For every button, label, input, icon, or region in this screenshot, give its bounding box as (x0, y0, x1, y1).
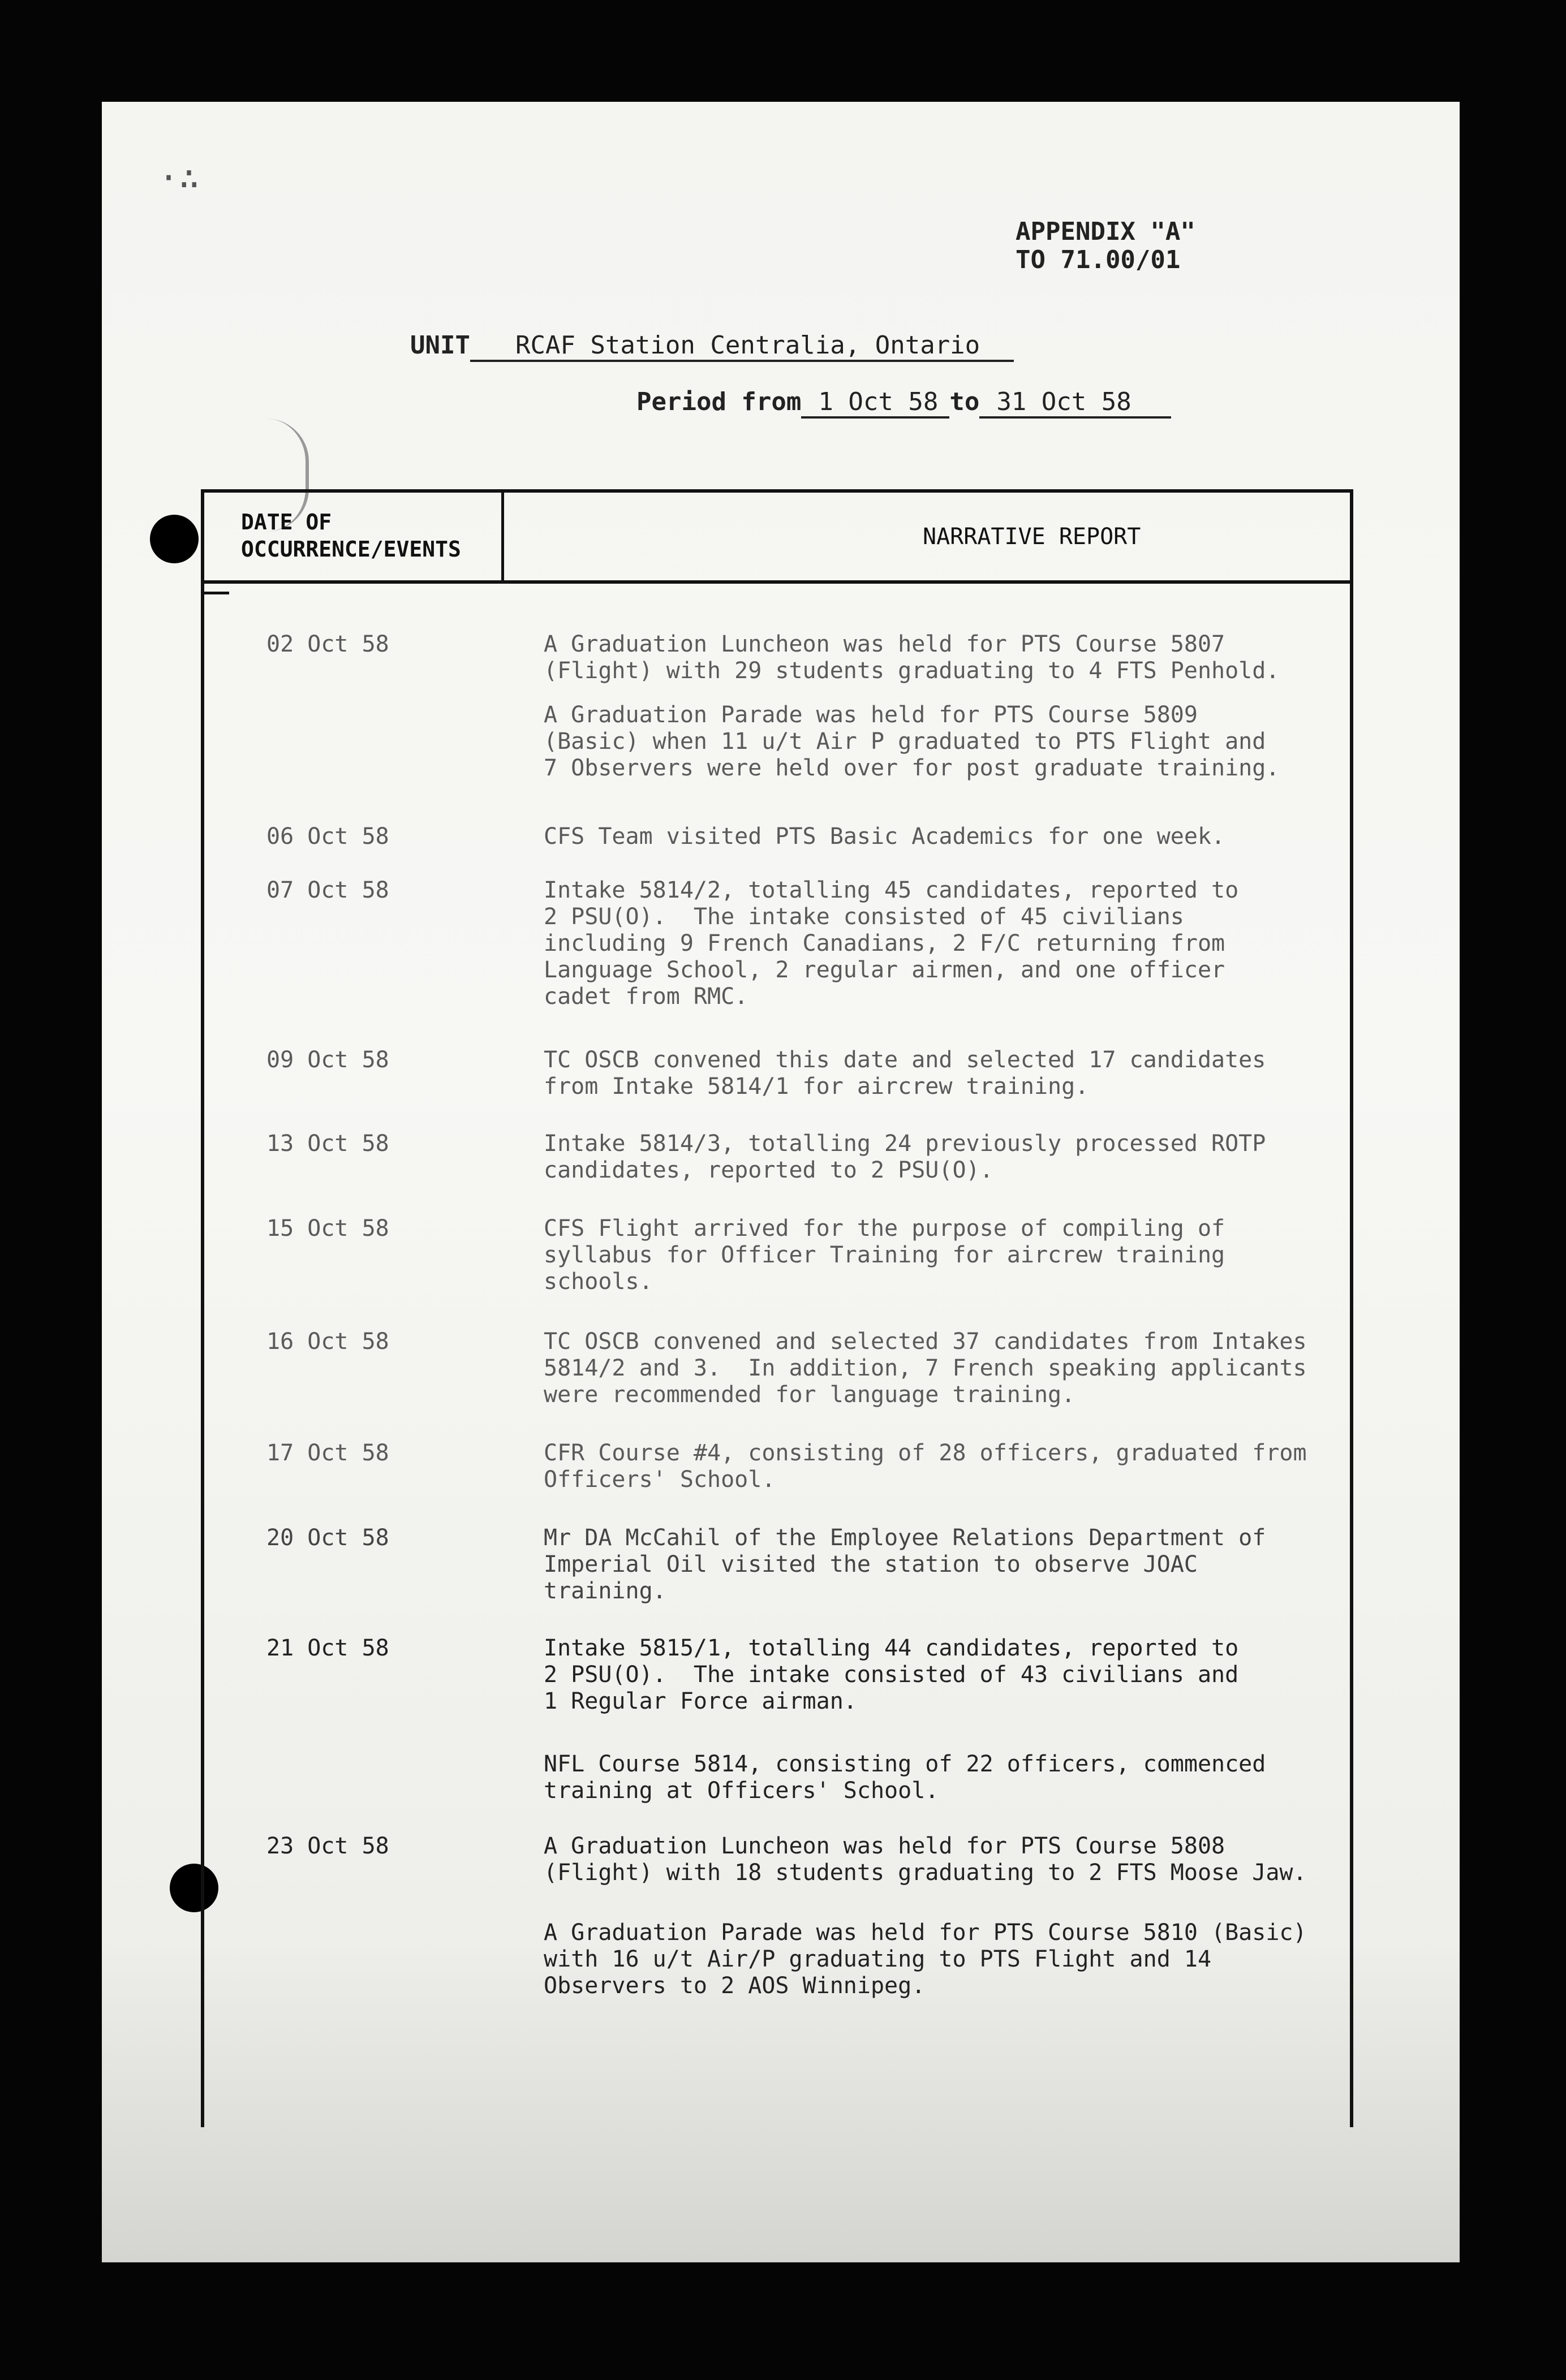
period-to-label: to (949, 387, 980, 416)
entry-text: Intake 5815/1, totalling 44 candidates, reported to 2 PSU(O). The intake consisted of 43 civilians and 1 Regular Force airman. (544, 1635, 1239, 1714)
entry-date: 21 Oct 58 (266, 1635, 389, 1661)
entry-date: 07 Oct 58 (266, 877, 389, 903)
appendix-reference (1016, 218, 1195, 274)
unit-line (410, 331, 1014, 362)
entry-date: 06 Oct 58 (266, 823, 389, 850)
entry-text: A Graduation Parade was held for PTS Course 5810 (Basic) with 16 u/t Air/P graduating to PTS Flight and 14 Observers to 2 AOS Winnipeg. (544, 1920, 1307, 1999)
entry-text: NFL Course 5814, consisting of 22 officers, commenced training at Officers' School. (544, 1751, 1266, 1804)
entry-date: 16 Oct 58 (266, 1329, 389, 1355)
entry-text: Intake 5814/3, totalling 24 previously processed ROTP candidates, reported to 2 PSU(O). (544, 1131, 1266, 1183)
date-column-header (241, 508, 461, 563)
entry-text: TC OSCB convened this date and selected 17 candidates from Intake 5814/1 for aircrew training. (544, 1047, 1266, 1100)
entry-date: 15 Oct 58 (266, 1215, 389, 1241)
entry-date: 17 Oct 58 (266, 1440, 389, 1466)
entry-date: 23 Oct 58 (266, 1833, 389, 1859)
entry-text: A Graduation Luncheon was held for PTS Course 5807 (Flight) with 29 students graduating to 4 FTS Penhold. (544, 631, 1280, 684)
period-from-label: Period from (636, 387, 802, 416)
entry-text: Intake 5814/2, totalling 45 candidates, reported to 2 PSU(O). The intake consisted of 45 civilians including 9 French Canadians, 2 F/C returning from Language School, 2 regular airmen, and one officer cadet from RMC. (544, 877, 1239, 1010)
narrative-table (201, 489, 1353, 2127)
header-divider (204, 580, 1350, 584)
column-divider (501, 493, 504, 583)
period-from-value: 1 Oct 58 (801, 387, 949, 419)
unit-value: RCAF Station Centralia, Ontario (470, 331, 1014, 362)
entry-text: TC OSCB convened and selected 37 candidates from Intakes 5814/2 and 3. In addition, 7 French speaking applicants were recommended for language training. (544, 1329, 1307, 1408)
date-header-line-2: OCCURRENCE/EVENTS (241, 537, 461, 562)
entry-date: 20 Oct 58 (266, 1525, 389, 1551)
appendix-line-1: APPENDIX "A" (1016, 217, 1195, 246)
row-tick (201, 592, 229, 594)
ink-smudge: ·∴ (158, 158, 200, 198)
narrative-column-header: NARRATIVE REPORT (923, 524, 1141, 550)
unit-label: UNIT (410, 331, 470, 360)
entry-date: 13 Oct 58 (266, 1131, 389, 1157)
entry-text: A Graduation Parade was held for PTS Course 5809 (Basic) when 11 u/t Air P graduated to PTS Flight and 7 Observers were held over for post graduate training. (544, 702, 1280, 781)
punch-hole-top (150, 515, 199, 563)
entry-date: 02 Oct 58 (266, 631, 389, 657)
period-to-value: 31 Oct 58 (979, 387, 1171, 419)
entry-text: CFS Flight arrived for the purpose of compiling of syllabus for Officer Training for aircrew training schools. (544, 1215, 1225, 1295)
entry-text: CFR Course #4, consisting of 28 officers, graduated from Officers' School. (544, 1440, 1307, 1493)
appendix-line-2: TO 71.00/01 (1016, 245, 1181, 274)
entry-text: A Graduation Luncheon was held for PTS Course 5808 (Flight) with 18 students graduating to 2 FTS Moose Jaw. (544, 1833, 1307, 1886)
entry-text: Mr DA McCahil of the Employee Relations Department of Imperial Oil visited the station to observe JOAC training. (544, 1525, 1266, 1604)
date-header-line-1: DATE OF (241, 510, 332, 534)
entry-text: CFS Team visited PTS Basic Academics for one week. (544, 823, 1225, 850)
period-line (636, 387, 1171, 419)
entry-date: 09 Oct 58 (266, 1047, 389, 1073)
